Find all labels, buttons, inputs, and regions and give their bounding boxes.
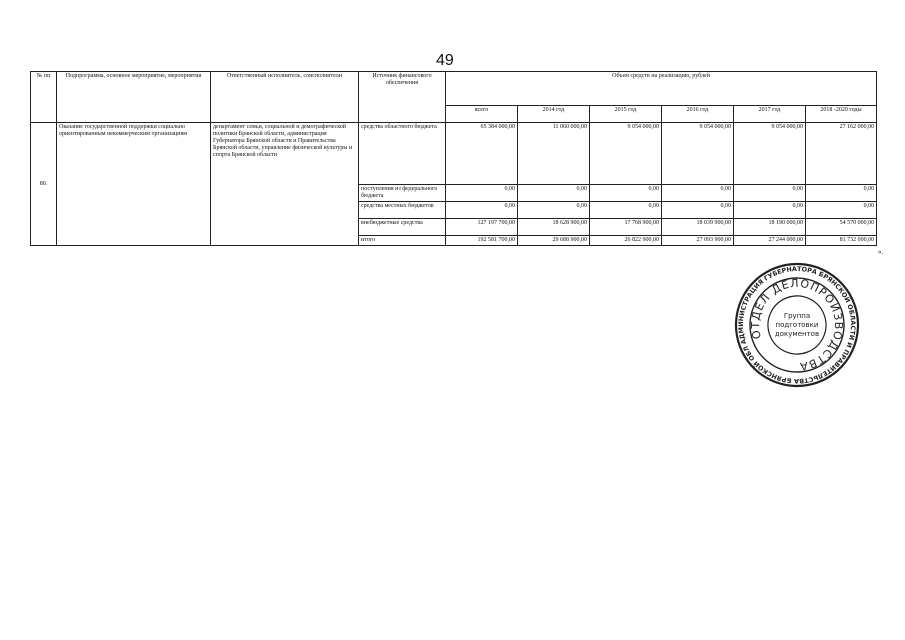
value-cell: 9 054 000,00	[590, 123, 662, 185]
stamp-ring-text: АДМИНИСТРАЦИЯ ГУБЕРНАТОРА БРЯНСКОЙ ОБЛАСТИ И ПРАВИТЕЛЬСТВА БРЯНСКОЙ ОБЛАСТИ	[736, 264, 858, 386]
year-header: 2015 год	[590, 106, 662, 123]
col-program-header: Подпрограмма, основное мероприятие, мероприятия	[57, 72, 211, 123]
source-cell: поступления из федерального бюджета	[359, 185, 446, 202]
value-cell: 27 162 000,00	[806, 123, 877, 185]
year-header: 2014 год	[518, 106, 590, 123]
value-cell: 0,00	[662, 185, 734, 202]
value-cell: 11 060 000,00	[518, 123, 590, 185]
value-cell: 27 244 000,00	[734, 236, 806, 246]
item-program: Оказание государственной поддержки социально ориентированным некоммерческим организациям	[57, 123, 211, 246]
source-cell: средства местных бюджетов	[359, 202, 446, 219]
funding-table	[30, 71, 877, 246]
value-cell: 27 093 900,00	[662, 236, 734, 246]
source-cell: итого	[359, 236, 446, 246]
value-cell: 18 039 900,00	[662, 219, 734, 236]
value-cell: 0,00	[806, 185, 877, 202]
value-cell: 65 384 000,00	[446, 123, 518, 185]
office-stamp	[733, 261, 861, 389]
col-source-header: Источник финансового обеспечения	[359, 72, 446, 123]
value-cell: 0,00	[734, 202, 806, 219]
value-cell: 0,00	[806, 202, 877, 219]
source-cell: внебюджетные средства	[359, 219, 446, 236]
stamp-center-line: документов	[774, 330, 820, 338]
value-cell: 0,00	[590, 185, 662, 202]
year-header: 2016 год	[662, 106, 734, 123]
value-cell: 18 190 000,00	[734, 219, 806, 236]
value-cell: 29 688 900,00	[518, 236, 590, 246]
stamp-center-line: Группа	[783, 312, 811, 320]
stamp-inner-ring-text: ОТДЕЛ ДЕЛОПРОИЗВОДСТВА	[748, 276, 846, 374]
closing-quote-mark: ».	[878, 248, 884, 256]
value-cell: 0,00	[662, 202, 734, 219]
value-cell: 81 732 000,00	[806, 236, 877, 246]
value-cell: 26 822 900,00	[590, 236, 662, 246]
value-cell: 9 054 000,00	[662, 123, 734, 185]
value-cell: 127 197 700,00	[446, 219, 518, 236]
source-cell: средства областного бюджета	[359, 123, 446, 185]
item-number: 80.	[31, 123, 57, 246]
value-cell: 18 628 900,00	[518, 219, 590, 236]
value-cell: 9 054 000,00	[734, 123, 806, 185]
value-cell: 0,00	[446, 202, 518, 219]
value-cell: 0,00	[518, 202, 590, 219]
col-volume-header: Объем средств на реализацию, рублей	[446, 72, 877, 106]
col-executor-header: Ответственный исполнитель, соисполнители	[211, 72, 359, 123]
value-cell: 54 570 000,00	[806, 219, 877, 236]
value-cell: 0,00	[446, 185, 518, 202]
year-header: всего	[446, 106, 518, 123]
value-cell: 192 581 700,00	[446, 236, 518, 246]
table-row	[31, 123, 877, 185]
value-cell: 0,00	[590, 202, 662, 219]
value-cell: 0,00	[734, 185, 806, 202]
year-header: 2018 -2020 годы	[806, 106, 877, 123]
stamp-center-line: подготовки	[775, 321, 819, 329]
page-number: 49	[436, 52, 454, 69]
item-executor: департамент семьи, социальной и демографической политики Брянской области, администрация Губернатора Брянской области и Правительства Брянской области, управление физической культуры и спорта Брянской области	[211, 123, 359, 246]
value-cell: 17 768 900,00	[590, 219, 662, 236]
header-row	[31, 72, 877, 106]
value-cell: 0,00	[518, 185, 590, 202]
year-header: 2017 год	[734, 106, 806, 123]
col-no-header: № пп	[31, 72, 57, 123]
